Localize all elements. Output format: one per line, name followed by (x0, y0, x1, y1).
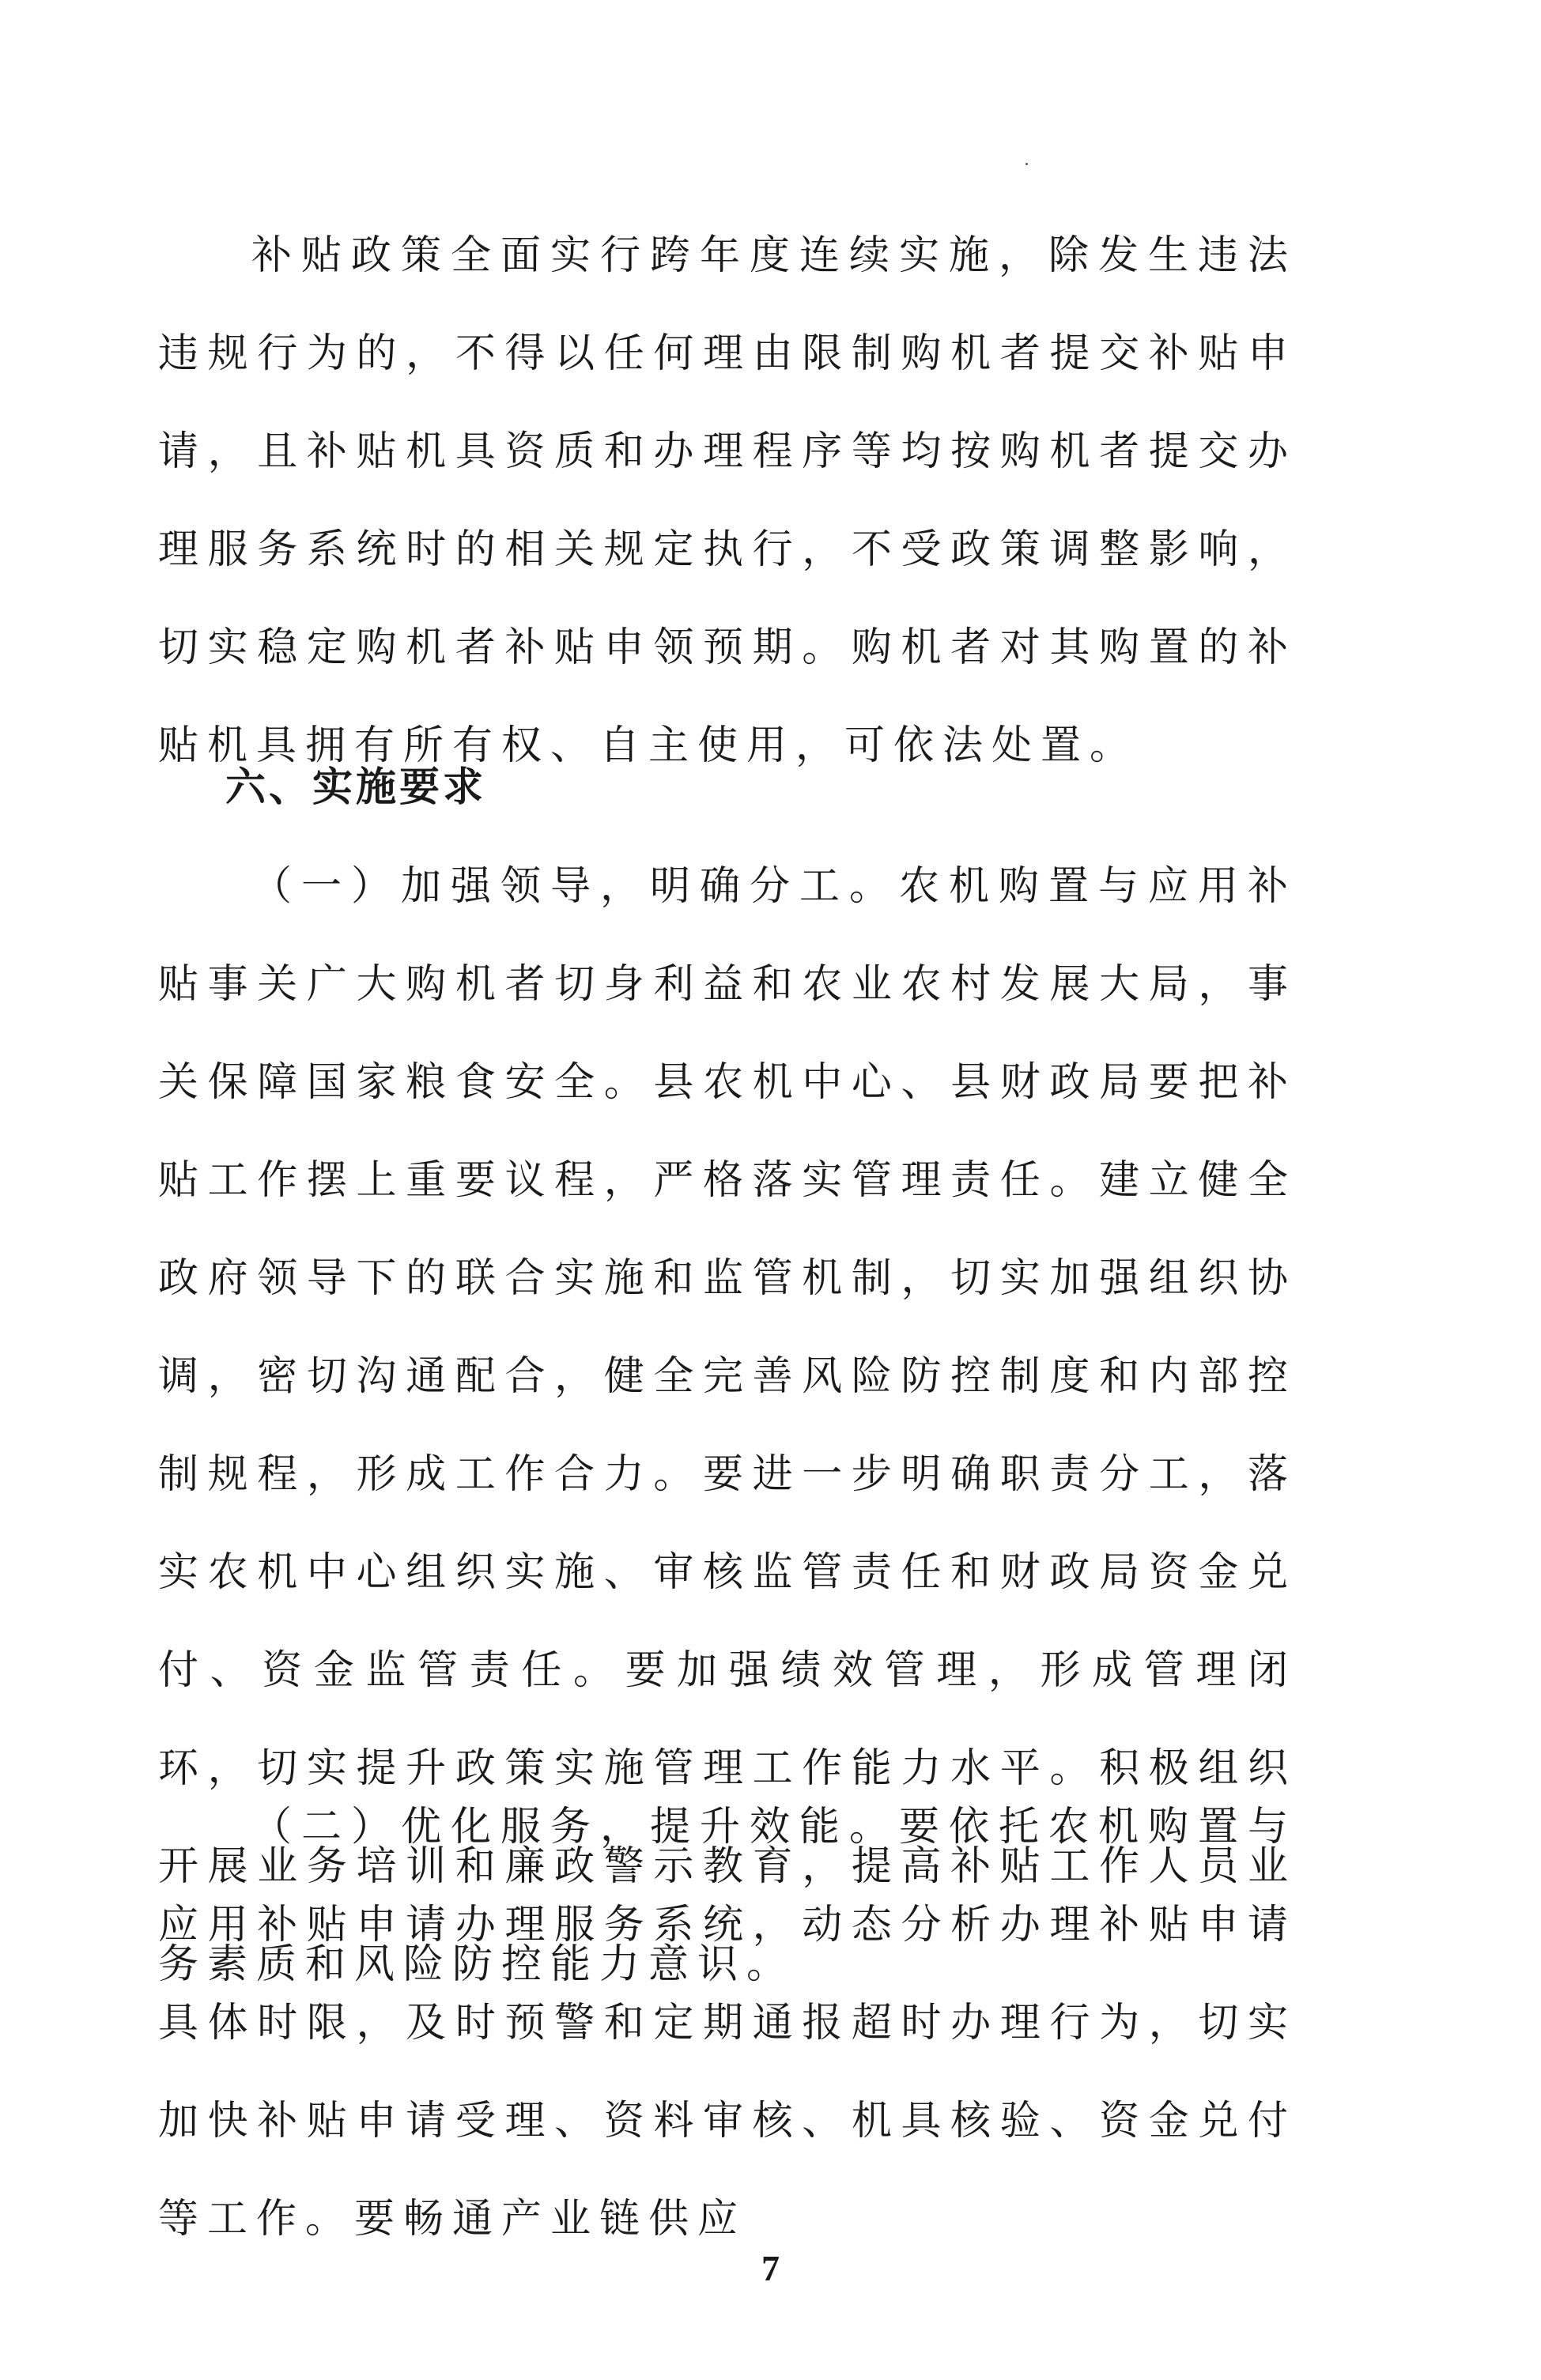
paragraph-leadership-division: （一）加强领导，明确分工。农机购置与应用补贴事关广大购机者切身利益和农业农村发展大局，事关保障国家粮食安全。县农机中心、县财政局要把补贴工作摆上重要议程，严格落实管理责任。建立健全政府领导下的联合实施和监管机制，切实加强组织协调，密切沟通配合，健全完善风险防控制度和内部控制规程，形成工作合力。要进一步明确职责分工，落实农机中心组织实施、审核监管责任和财政局资金兑付、资金监管责任。要加强绩效管理，形成管理闭环，切实提升政策实施管理工作能力水平。积极组织开展业务培训和廉政警示教育，提高补贴工作人员业务素质和风险防控能力意识。 (158, 863, 1297, 1988)
paragraph-policy-continuity: 补贴政策全面实行跨年度连续实施，除发生违法违规行为的，不得以任何理由限制购机者提交补贴申请，且补贴机具资质和办理程序等均按购机者提交办理服务系统时的相关规定执行，不受政策调整影响，切实稳定购机者补贴申领预期。购机者对其购置的补贴机具拥有所有权、自主使用，可依法处置。 (158, 232, 1297, 769)
scan-speck (1025, 163, 1028, 165)
paragraph-service-efficiency: （二）优化服务，提升效能。要依托农机购置与应用补贴申请办理服务系统，动态分析办理补贴申请具体时限，及时预警和定期通报超时办理行为，切实加快补贴申请受理、资料审核、机具核验、资金兑付等工作。要畅通产业链供应 (158, 1804, 1297, 2242)
page-number: 7 (761, 2248, 780, 2288)
section-heading-implementation-requirements: 六、实施要求 (225, 764, 487, 811)
